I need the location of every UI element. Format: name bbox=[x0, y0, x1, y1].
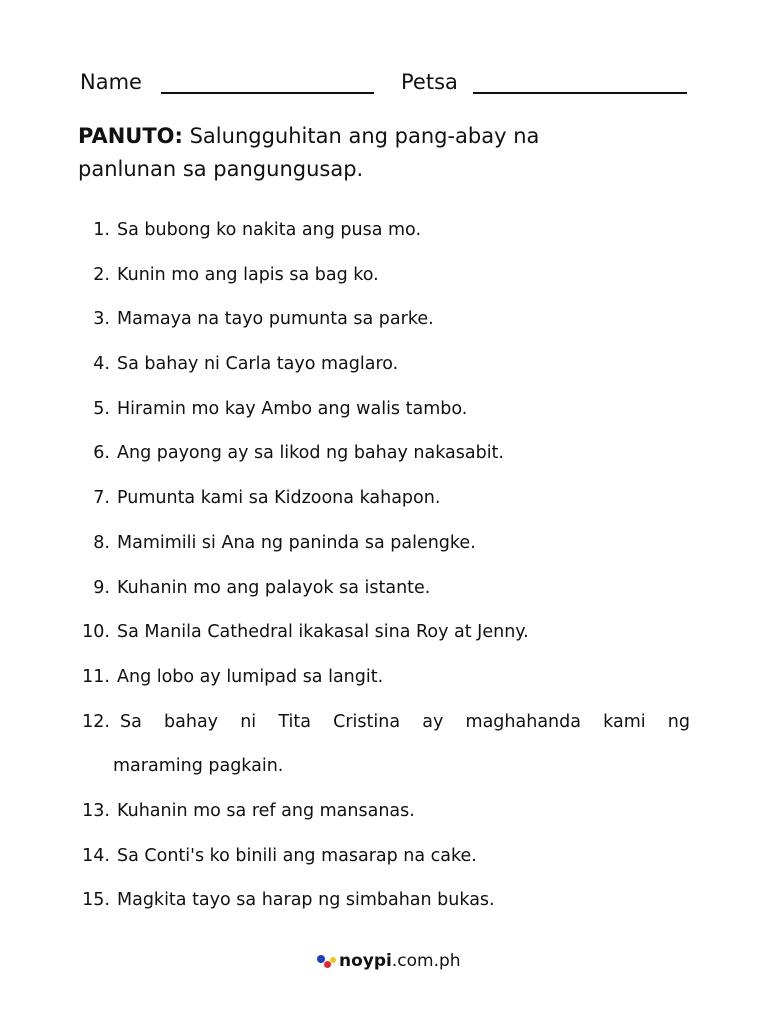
list-item bbox=[80, 214, 690, 259]
date-label: Petsa bbox=[401, 70, 458, 94]
item-number: 3. bbox=[93, 309, 110, 330]
list-item bbox=[80, 527, 690, 572]
item-number: 14. bbox=[82, 845, 110, 866]
item-number: 15. bbox=[82, 890, 110, 911]
directions-text: Salungguhitan ang pang-abay na panlunan sa pangungusap. bbox=[78, 124, 540, 181]
name-label: Name bbox=[80, 70, 142, 94]
list-item bbox=[80, 795, 690, 840]
item-number: 6. bbox=[93, 443, 110, 464]
logo-dots-icon bbox=[317, 951, 337, 971]
list-item bbox=[80, 259, 690, 304]
list-item bbox=[80, 706, 690, 795]
directions bbox=[78, 120, 638, 186]
item-text: Mamimili si Ana ng paninda sa palengke. bbox=[117, 532, 476, 553]
brand-domain: .com.ph bbox=[391, 951, 461, 971]
list-item bbox=[80, 661, 690, 706]
directions-label: PANUTO: bbox=[78, 124, 183, 148]
list-item bbox=[80, 393, 690, 438]
date-blank-line[interactable] bbox=[473, 92, 687, 94]
list-item bbox=[80, 616, 690, 661]
logo-dot-yellow bbox=[330, 957, 336, 963]
item-text: Ang payong ay sa likod ng bahay nakasabit. bbox=[117, 443, 504, 464]
item-number: 9. bbox=[93, 577, 110, 598]
item-text: Sa bahay ni Tita Cristina ay maghahanda kami ng bbox=[120, 711, 690, 732]
item-number: 12. bbox=[82, 711, 110, 732]
item-text: Mamaya na tayo pumunta sa parke. bbox=[117, 309, 434, 330]
list-item bbox=[80, 303, 690, 348]
footer bbox=[0, 948, 768, 974]
item-number: 10. bbox=[82, 622, 110, 643]
list-item bbox=[80, 348, 690, 393]
item-text: Sa Manila Cathedral ikakasal sina Roy at Jenny. bbox=[117, 622, 529, 643]
list-item bbox=[80, 572, 690, 617]
item-number: 4. bbox=[93, 354, 110, 375]
item-number: 5. bbox=[93, 398, 110, 419]
item-number: 11. bbox=[82, 666, 110, 687]
item-number: 8. bbox=[93, 532, 110, 553]
list-item bbox=[80, 437, 690, 482]
item-number: 7. bbox=[93, 488, 110, 509]
item-number: 2. bbox=[93, 264, 110, 285]
brand-name: noypi bbox=[339, 951, 392, 971]
worksheet-header bbox=[80, 70, 690, 100]
item-text: Pumunta kami sa Kidzoona kahapon. bbox=[117, 488, 441, 509]
noypi-logo[interactable] bbox=[317, 948, 461, 974]
item-text: Magkita tayo sa harap ng simbahan bukas. bbox=[117, 890, 495, 911]
item-number: 13. bbox=[82, 800, 110, 821]
item-text: Hiramin mo kay Ambo ang walis tambo. bbox=[117, 398, 468, 419]
item-text: Sa Conti's ko binili ang masarap na cake. bbox=[117, 845, 477, 866]
list-item bbox=[80, 840, 690, 885]
item-text: Sa bahay ni Carla tayo maglaro. bbox=[117, 354, 399, 375]
item-text: Sa bubong ko nakita ang pusa mo. bbox=[117, 220, 422, 240]
name-blank-line[interactable] bbox=[161, 92, 374, 94]
item-text: Kuhanin mo ang palayok sa istante. bbox=[117, 577, 431, 598]
item-number: 1. bbox=[93, 220, 110, 240]
item-text-continued: maraming pagkain. bbox=[113, 756, 284, 777]
item-text: Kunin mo ang lapis sa bag ko. bbox=[117, 264, 379, 285]
item-text: Kuhanin mo sa ref ang mansanas. bbox=[117, 800, 415, 821]
list-item bbox=[80, 482, 690, 527]
item-text: Ang lobo ay lumipad sa langit. bbox=[117, 666, 384, 687]
list-item bbox=[80, 884, 690, 929]
sentence-list bbox=[80, 214, 690, 929]
